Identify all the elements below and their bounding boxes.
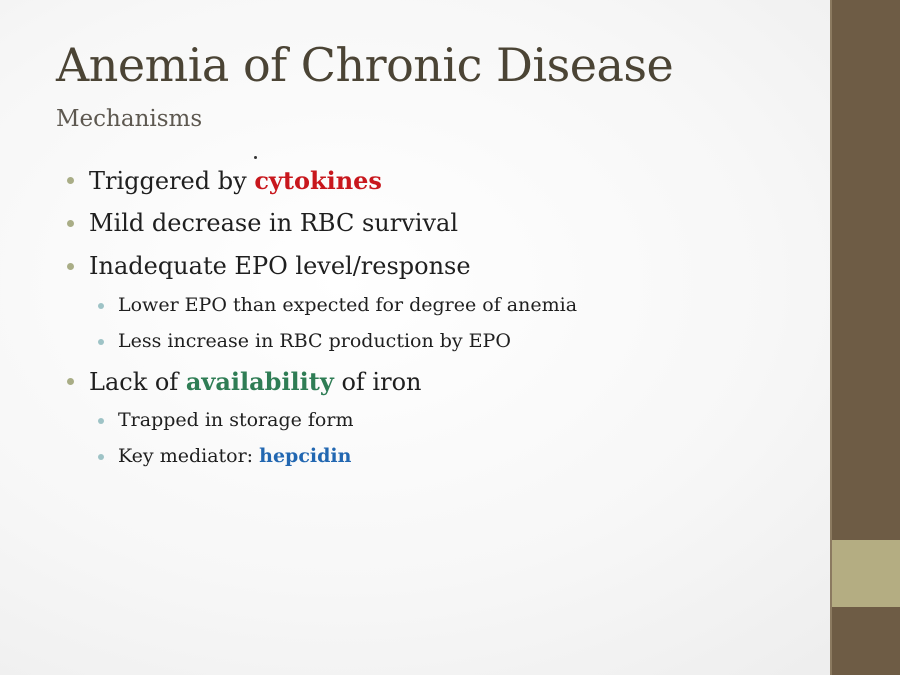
sub-bullet-storage-form — [118, 409, 353, 431]
bullet-text: Lower EPO than expected for degree of anemia — [118, 294, 578, 316]
sub-bullet-less-increase — [118, 330, 511, 352]
bullet-cytokines — [89, 166, 382, 195]
sub-bullet-marker — [98, 339, 104, 345]
bullet-marker — [67, 177, 74, 184]
bullet-rbc-survival — [89, 209, 458, 237]
sub-bullet-key-mediator — [118, 445, 351, 467]
sub-bullet-marker — [98, 303, 104, 309]
slide-title: Anemia of Chronic Disease — [56, 38, 674, 92]
sub-bullet-marker — [98, 454, 104, 460]
bullet-text-tail: of iron — [333, 368, 422, 396]
sub-bullet-lower-epo — [118, 294, 577, 316]
slide-subtitle: Mechanisms — [56, 106, 203, 132]
highlight-cytokines: cytokines — [254, 166, 382, 195]
bullet-epo-response — [89, 252, 471, 280]
sidebar-accent-block — [832, 540, 900, 607]
bullet-marker — [67, 263, 74, 270]
bullet-text: Inadequate EPO level/response — [89, 252, 471, 280]
bullet-text: Trapped in storage form — [118, 409, 354, 431]
highlight-hepcidin: hepcidin — [259, 445, 352, 467]
highlight-availability: availability — [185, 367, 334, 396]
bullet-text: Triggered by — [89, 167, 255, 195]
bullet-marker — [67, 378, 74, 385]
bullet-text: Less increase in RBC production by EPO — [118, 330, 511, 352]
bullet-text: Mild decrease in RBC survival — [89, 209, 458, 237]
bullet-marker — [67, 220, 74, 227]
sub-bullet-marker — [98, 418, 104, 424]
bullet-text: Key mediator: — [118, 445, 260, 467]
bullet-text: Lack of — [89, 368, 186, 396]
bullet-iron-availability — [89, 367, 421, 396]
stray-dot — [254, 156, 257, 159]
